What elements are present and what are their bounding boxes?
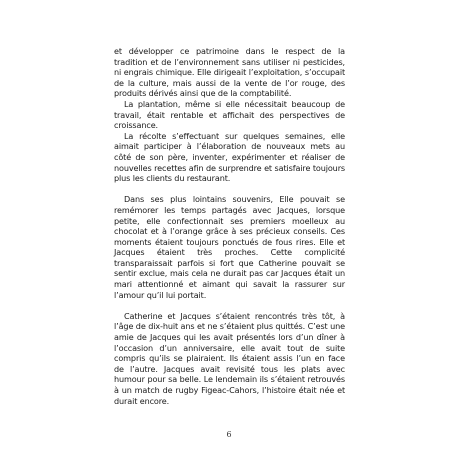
body-text bbox=[114, 46, 345, 406]
paragraph-heritage: et développer ce patrimoine dans le respect de la tradition et de l’environnement sans utiliser ni pesticides, ni engrais chimique. Elle dirigeait l’exploitation, s’occupait de la culture, mais aussi de la vente de l’or rouge, des produits dérivés ainsi que de la comptabilité. bbox=[114, 46, 345, 99]
paragraph-plantation: La plantation, même si elle nécessitait beaucoup de travail, était rentable et affichait des perspectives de croissance. bbox=[114, 98, 345, 131]
paragraph-memories: Dans ses plus lointains souvenirs, Elle pouvait se remémorer les temps partagés avec Jacques, lorsque petite, elle confectionnait ses premiers moelleux au chocolat et à l’orange grâce à ses précieux conseils. Ces moments étaient toujours ponctués de fous rires. Elle et Jacques étaient très proches. Cette complicité transparaissait parfois si fort que Catherine pouvait se sentir exclue, mais cela ne durait pas car Jacques était un mari attentionné et aimant qui savait la rassurer sur l’amour qu’il lui portait. bbox=[114, 194, 345, 300]
paragraph-harvest: La récolte s’effectuant sur quelques semaines, elle aimait participer à l’élaboration de nouveaux mets au côté de son père, inventer, expérimenter et réaliser de nouvelles recettes afin de surprendre et satisfaire toujours plus les clients du restaurant. bbox=[114, 130, 345, 184]
page-number: 6 bbox=[226, 430, 232, 439]
paragraph-meeting: Catherine et Jacques s’étaient rencontrés très tôt, à l’âge de dix-huit ans et ne s’étaient plus quittés. C’est une amie de Jacques qui les avait présentés lors d’un dîner à l’occasion d’un anniversaire, elle avait tout de suite compris qu’ils se plairaient. Ils étaient assis l’un en face de l’autre. Jacques avait revisité tous les plats avec humour pour sa belle. Le lendemain ils s’étaient retrouvés à un match de rugby Figeac-Cahors, l’histoire était née et durait encore. bbox=[114, 310, 345, 406]
